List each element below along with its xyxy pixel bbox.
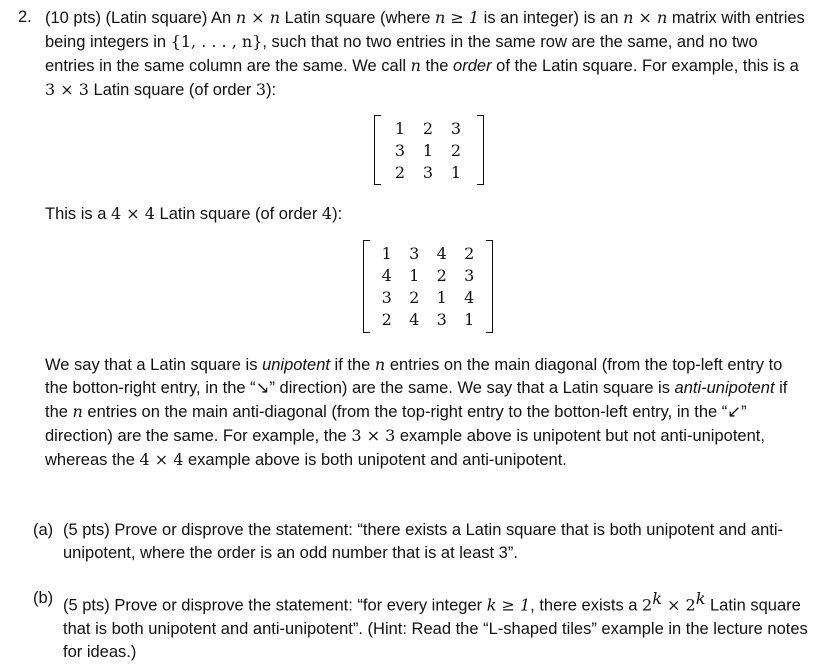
matrix3-cell: 1 bbox=[422, 140, 434, 160]
matrix4-cell: 1 bbox=[381, 243, 392, 263]
matrix3-cell: 3 bbox=[422, 162, 434, 182]
matrix4-cell: 4 bbox=[436, 243, 447, 263]
matrix4-cell: 1 bbox=[409, 265, 420, 285]
matrix4-cell: 4 bbox=[381, 265, 392, 285]
matrix4-cell: 2 bbox=[464, 243, 475, 263]
matrix4-cell: 2 bbox=[436, 265, 447, 285]
problem-number: 2. bbox=[18, 8, 32, 26]
part-b: (b) (5 pts) Prove or disprove the statement: “for every integer k ≥ 1, there exists a $2^k \times 2^k$ Latin square that is both unipotent and anti-unipotent”. (Hint: Read the “L-shaped tiles” example in the lecture notes for ideas.) bbox=[33, 589, 808, 661]
matrix3-row bbox=[386, 117, 470, 139]
matrix4-row bbox=[373, 308, 483, 330]
matrix4-cell: 3 bbox=[436, 309, 447, 329]
matrix4-row bbox=[373, 286, 483, 308]
matrix3-cell: 3 bbox=[394, 140, 406, 160]
part-a-text: Prove or disprove the statement: “there exists a Latin square that is both unipotent and anti-unipotent, where the order is an odd number that is at least 3”. bbox=[63, 521, 783, 562]
left-bracket bbox=[363, 240, 370, 333]
matrix4-cell: 3 bbox=[464, 265, 475, 285]
second-intro: This is a 4 × 4 Latin square (of order 4): bbox=[45, 204, 343, 223]
matrix4-row bbox=[373, 264, 483, 286]
latin-square-4x4 bbox=[363, 240, 493, 333]
matrix3-cell: 3 bbox=[450, 118, 462, 138]
matrix3-row bbox=[386, 139, 470, 161]
matrix3-cell: 2 bbox=[422, 118, 434, 138]
part-b-label: (b) bbox=[33, 589, 54, 607]
part-b-points: (5 pts) bbox=[63, 596, 110, 615]
problem-points: (10 pts) bbox=[45, 9, 101, 27]
problem-topic: (Latin square) bbox=[105, 9, 208, 27]
matrix3-cell: 1 bbox=[450, 162, 462, 182]
matrix4-row bbox=[373, 242, 483, 264]
matrix4-cell: 1 bbox=[464, 309, 475, 329]
right-bracket bbox=[477, 115, 484, 185]
matrix4-cell: 1 bbox=[436, 287, 447, 307]
right-bracket bbox=[486, 240, 493, 333]
problem-intro: 2. (10 pts) (Latin square) An n × n Latin square (where n ≥ 1 is an integer) is an n × n matrix with entries being integers in {1, . . . , n}, such that no two entries in the same row are the same, and no two entries in the same column are the same. We call n the order of the Latin square. For example, this is a 3 × 3 Latin square (of order 3): bbox=[18, 8, 805, 99]
definition-paragraph: We say that a Latin square is unipotent if the n entries on the main diagonal (from the top-left entry to the botton-right entry, in the “↘” direction) are the same. We say that a Latin square is anti-unipotent if the n entries on the main anti-diagonal (from the top-right entry to the botton-left entry, in the “↙” direction) are the same. For example, the 3 × 3 example above is unipotent but not anti-unipotent, whereas the 4 × 4 example above is both unipotent and anti-unipotent. bbox=[45, 355, 788, 469]
matrix4-cell: 2 bbox=[409, 287, 420, 307]
matrix4-cell: 2 bbox=[381, 309, 392, 329]
matrix4-cell: 4 bbox=[409, 309, 420, 329]
matrix3-cell: 1 bbox=[394, 118, 406, 138]
part-a-points: (5 pts) bbox=[63, 521, 110, 539]
part-a bbox=[33, 519, 811, 565]
matrix3-cell: 2 bbox=[450, 140, 462, 160]
matrix4-cell: 3 bbox=[381, 287, 392, 307]
matrix4-cell: 4 bbox=[464, 287, 475, 307]
latin-square-3x3 bbox=[374, 115, 484, 185]
left-bracket bbox=[374, 115, 381, 185]
matrix4-cell: 3 bbox=[409, 243, 420, 263]
matrix3-row bbox=[386, 161, 470, 183]
part-a-label: (a) bbox=[33, 521, 54, 539]
matrix3-cell: 2 bbox=[394, 162, 406, 182]
